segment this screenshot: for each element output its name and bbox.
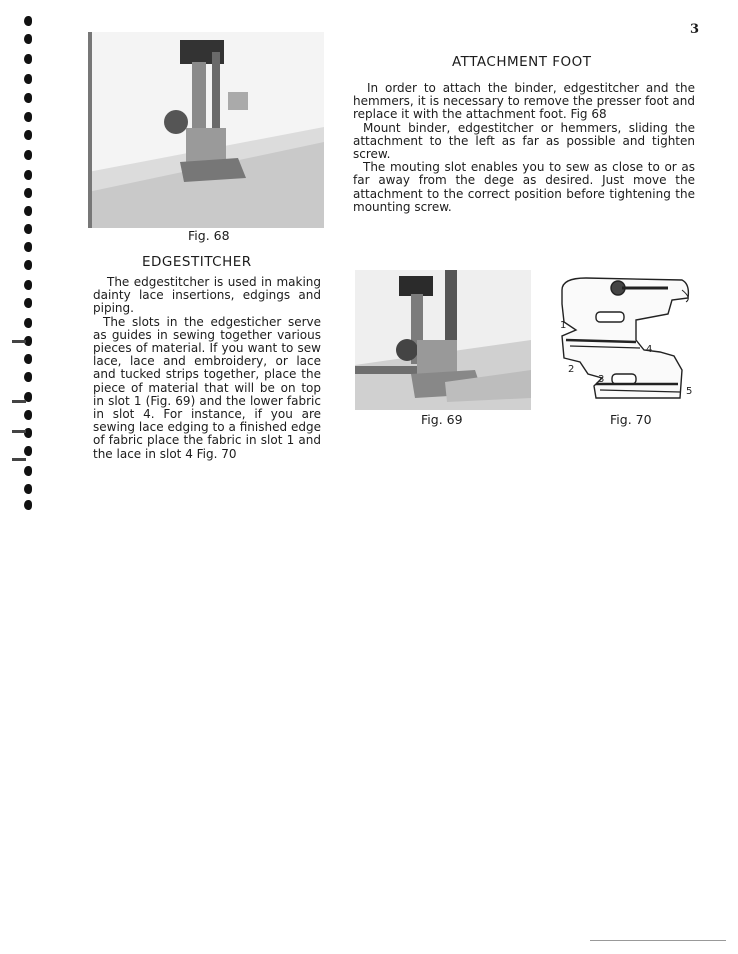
- paragraph: Mount binder, edgestitcher or hemmers, sliding the attachment to the left as far as possible and tighten screw.: [353, 120, 695, 162]
- figure-68-caption: Fig. 68: [188, 228, 230, 243]
- paragraph: The slots in the edgesticher serve as guides in sewing together various pieces of material. If you want to sew lace, lace and embroidery, or lace and tucked strips together, place the piece of material that will be on top in slot 1 (Fig. 69) and the lower fabric in slot 4. For instance, if you are sewing lace edging to a finished edge of fabric place the fabric in slot 1 and the lace in slot 4 Fig. 70: [93, 314, 321, 461]
- edgestitcher-heading: EDGESTITCHER: [142, 254, 252, 270]
- figure-69-photo: [355, 270, 531, 410]
- figure-68-photo: [88, 32, 324, 228]
- figure-70-caption: Fig. 70: [610, 412, 652, 427]
- figure-70-label: 4: [646, 344, 653, 355]
- attachment-foot-body: [353, 82, 695, 214]
- figure-70-label: 1: [560, 320, 567, 331]
- page-number: 3: [690, 22, 700, 37]
- footer-rule: [590, 940, 726, 941]
- paragraph: In order to attach the binder, edgestitcher and the hemmers, it is necessary to remove the presser foot and replace it with the attachment foot. Fig 68: [353, 81, 695, 122]
- figure-69-caption: Fig. 69: [421, 412, 463, 427]
- figure-70-label: 3: [598, 374, 605, 385]
- figure-70-label: 2: [568, 364, 575, 375]
- figure-70-label: 5: [686, 386, 693, 397]
- edgestitcher-body: [93, 276, 321, 461]
- paragraph: The mouting slot enables you to sew as close to or as far away from the dege as desired. Just move the attachment to the correct position before tightening the mounting screw.: [353, 160, 695, 214]
- paragraph: The edgestitcher is used in making dainty lace insertions, edgings and piping.: [93, 275, 321, 316]
- spiral-binding: [0, 0, 50, 540]
- attachment-foot-heading: ATTACHMENT FOOT: [452, 54, 592, 70]
- figure-70-drawing: [556, 270, 698, 410]
